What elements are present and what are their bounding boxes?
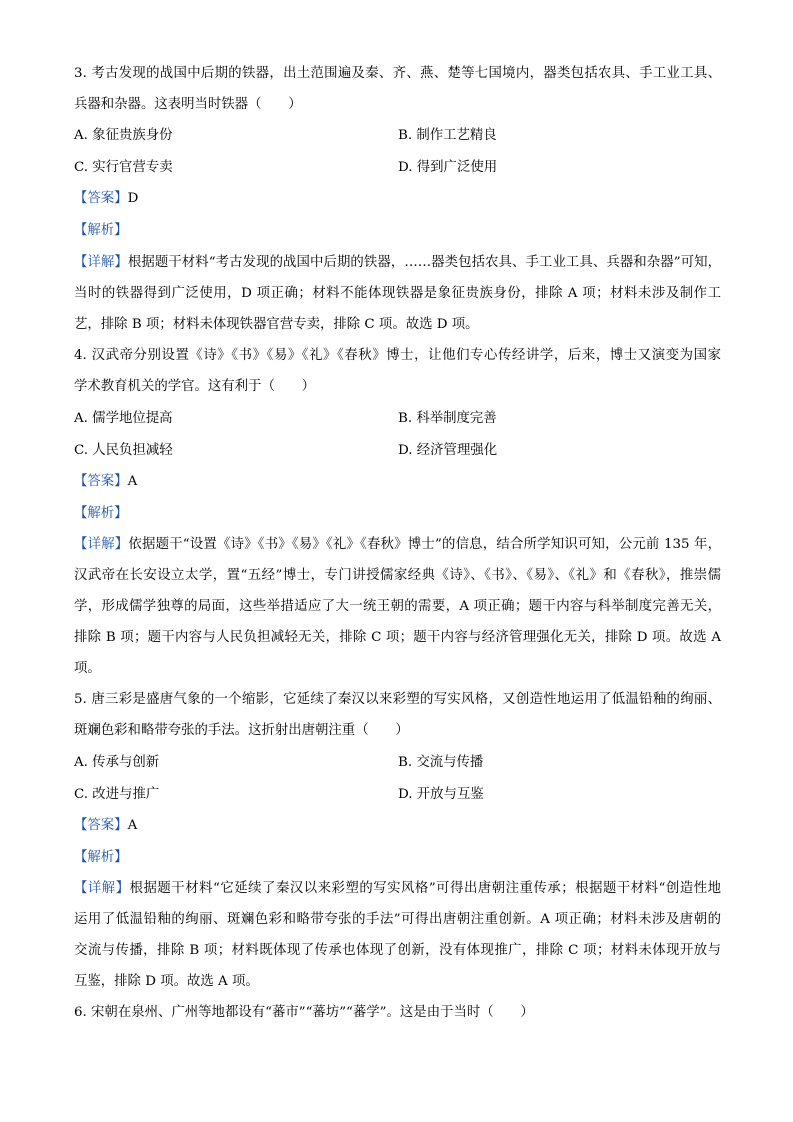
q4-detail-text-1: 依据题干“设置《诗》《书》《易》《礼》《春秋》博士”的信息，结合所学知识可知，公元前 135 年， <box>128 537 721 552</box>
q3-stem-line-2: 兵器和杂器。这表明当时铁器（ ） <box>74 97 302 112</box>
q5-detail-line-1 <box>74 879 721 899</box>
q5-detail-line-3: 交流与传播，排除 B 项；材料既体现了传承也体现了创新，没有体现推广，排除 C 项；材料未体现开放与 <box>74 943 721 958</box>
q3-detail-line-1 <box>74 253 721 273</box>
q4-detail-line-3: 学，形成儒学独尊的局面，这些举措适应了大一统王朝的需要，A 项正确；题干内容与科举制度完善无关， <box>74 599 721 614</box>
q4-detail-tag: 【详解】 <box>74 537 129 552</box>
q5-option-a: A. 传承与创新 <box>74 755 160 770</box>
q5-option-c: C. 改进与推广 <box>74 787 160 802</box>
q5-detail-tag: 【详解】 <box>74 881 130 896</box>
q5-answer <box>74 816 137 836</box>
q3-answer <box>74 189 138 209</box>
q3-option-b: B. 制作工艺精良 <box>398 128 497 143</box>
q4-detail-line-5: 项。 <box>74 661 101 676</box>
q5-answer-tag: 【答案】 <box>74 818 128 833</box>
q3-answer-tag: 【答案】 <box>74 191 128 206</box>
q3-detail-text-1: 根据题干材料“考古发现的战国中后期的铁器，……器类包括农具、手工业工具、兵器和杂器”可知， <box>127 255 721 270</box>
q3-option-a: A. 象征贵族身份 <box>74 128 173 143</box>
q5-analysis-tag: 【解析】 <box>74 850 128 865</box>
q5-detail-text-1: 根据题干材料“它延续了秦汉以来彩塑的写实风格”可得出唐朝注重传承；根据题干材料“创造性地 <box>129 881 722 896</box>
q5-option-d: D. 开放与互鉴 <box>398 787 484 802</box>
q4-detail-line-2: 汉武帝在长安设立太学，置“五经”博士，专门讲授儒家经典《诗》、《书》、《易》、《礼》和《春秋》，推崇儒 <box>74 568 721 583</box>
q3-option-c: C. 实行官营专卖 <box>74 160 173 175</box>
q4-answer-value: A <box>127 474 138 489</box>
q5-detail-line-2: 运用了低温铅釉的绚丽、斑斓色彩和略带夸张的手法”可得出唐朝注重创新。A 项正确；材料未涉及唐朝的 <box>74 912 721 927</box>
q3-option-d: D. 得到广泛使用 <box>398 160 498 175</box>
q3-stem-line-1: 3. 考古发现的战国中后期的铁器，出土范围遍及秦、齐、燕、楚等七国境内，器类包括农具、手工业工具、 <box>74 66 721 81</box>
q4-stem-line-1: 4. 汉武帝分别设置《诗》《书》《易》《礼》《春秋》博士，让他们专心传经讲学，后来，博士又演变为国家 <box>74 348 721 363</box>
q5-stem-line-1: 5. 唐三彩是盛唐气象的一个缩影，它延续了秦汉以来彩塑的写实风格，又创造性地运用了低温铅釉的绚丽、 <box>74 692 721 707</box>
q5-detail-line-4: 互鉴，排除 D 项。故选 A 项。 <box>74 974 259 989</box>
q4-option-c: C. 人民负担减轻 <box>74 443 173 458</box>
q4-stem-line-2: 学术教育机关的学官。这有利于（ ） <box>74 379 316 394</box>
q4-option-d: D. 经济管理强化 <box>398 443 498 458</box>
q4-detail-line-4: 排除 B 项；题干内容与人民负担减轻无关，排除 C 项；题干内容与经济管理强化无关，排除 D 项。故选 A <box>74 630 721 645</box>
q4-analysis-tag: 【解析】 <box>74 506 128 521</box>
q4-option-a: A. 儒学地位提高 <box>74 411 173 426</box>
q5-option-b: B. 交流与传播 <box>398 755 484 770</box>
q4-answer-tag: 【答案】 <box>74 474 128 489</box>
q5-answer-value: A <box>127 818 138 833</box>
q3-answer-value: D <box>127 191 139 206</box>
q4-detail-line-1 <box>74 535 721 555</box>
q3-analysis-tag: 【解析】 <box>74 223 128 238</box>
q5-stem-line-2: 斑斓色彩和略带夸张的手法。这折射出唐朝注重（ ） <box>74 723 409 738</box>
q3-detail-line-3: 艺，排除 B 项；材料未体现铁器官营专卖，排除 C 项。故选 D 项。 <box>74 317 479 332</box>
q4-answer <box>74 472 137 492</box>
q4-option-b: B. 科举制度完善 <box>398 411 497 426</box>
q3-detail-line-2: 当时的铁器得到广泛使用，D 项正确；材料不能体现铁器是象征贵族身份，排除 A 项；材料未涉及制作工 <box>74 286 721 301</box>
q3-detail-tag: 【详解】 <box>74 255 128 270</box>
q6-stem-line-1: 6. 宋朝在泉州、广州等地都设有“蕃市”“蕃坊”“蕃学”。这是由于当时（ ） <box>74 1005 534 1020</box>
